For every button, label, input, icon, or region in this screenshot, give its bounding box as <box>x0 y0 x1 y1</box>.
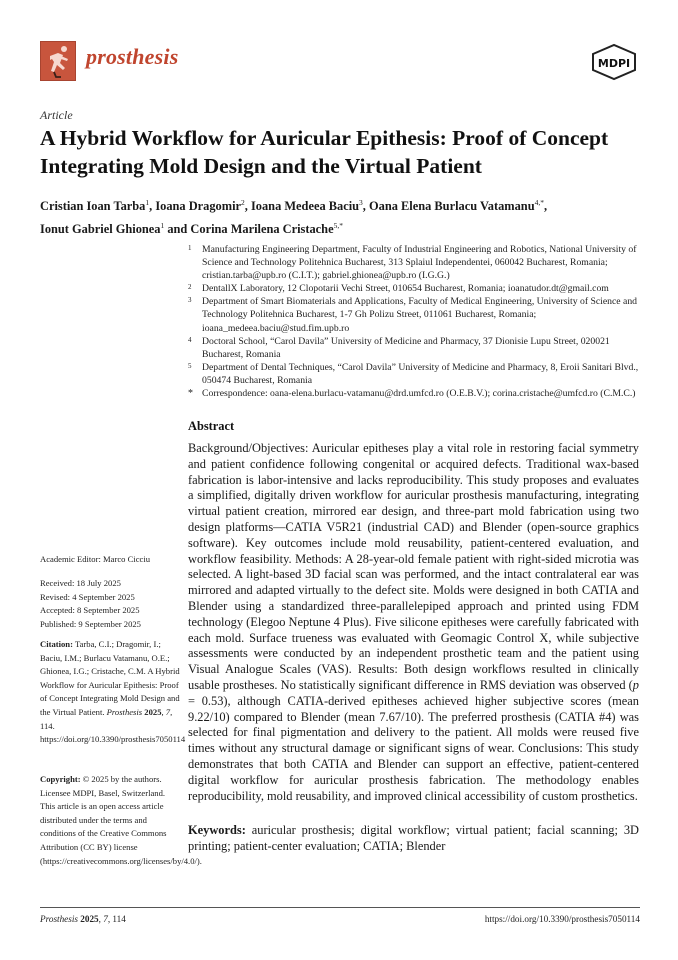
author-affil-ref: 1 <box>160 221 165 231</box>
separator: , <box>149 199 156 214</box>
author[interactable]: Ionut Gabriel Ghionea <box>40 222 161 237</box>
journal-logo-icon <box>40 41 76 81</box>
copyright-text: © 2025 by the authors. Licensee MDPI, Basel, Switzerland. This article is an open access article distributed under the terms and conditions of the Creative Commons Attribution (CC BY) license (https://creativecommons.org/licenses/by/4.0/). <box>40 774 202 866</box>
footer-volume: 7 <box>103 914 108 924</box>
citation-doi-link[interactable]: , 114. https://doi.org/10.3390/prosthesis7050114 <box>40 706 186 745</box>
affiliation <box>188 282 643 295</box>
article-title: A Hybrid Workflow for Auricular Epithesis: Proof of Concept Integrating Mold Design and the Virtual Patient <box>40 126 609 178</box>
abstract-text: Background/Objectives: Auricular epitheses play a vital role in restoring facial symmetry and patient confidence following congenital or acquired defects. Traditional wax-based fabrication is labor-intensive and lacks reproducibility. This study proposes and evaluates a simplified, digitally driven workflow for auricular prosthesis manufacturing, integrating virtual patient creation, mirrored ear design, and three-part mold fabrication using two design platforms—CATIA V5R21 (industrial CAD) and Blender (open-source graphics software). Key outcomes include mold reusability, patient-centered evaluation, and workflow feasibility. Methods: A 28-year-old female patient with right-sided microtia was selected. A light-based 3D facial scan was performed, and the intact contralateral ear was mirrored and adapted virtually to the defect site. Molds were designed in both CATIA and Blender using a standardized three-parallelepiped approach and printed using FDM technology (Elegoo Neptune 4 Plus). Five silicone epitheses were carefully fabricated with each mold. Surface trueness was evaluated with Geomagic Control X, while subjective assessments were conducted by an independent prosthetic team and the patient using Visual Analogue Scales (VAS). Results: Both design workflows resulted in clinically usable prostheses. No statistically significant difference in RMS deviation was observed ( <box>188 441 639 692</box>
keywords-text: auricular prosthesis; digital workflow; virtual patient; facial scanning; 3D printing; patient-center evaluation; CATIA; Blender <box>188 823 639 853</box>
p-value-symbol: p <box>632 677 639 692</box>
author[interactable]: Corina Marilena Cristache <box>190 222 334 237</box>
separator: , <box>362 199 369 214</box>
author-affil-ref: 2 <box>241 198 245 207</box>
affiliation <box>188 335 643 361</box>
affiliation-number: 2 <box>188 283 192 292</box>
abstract-text-continued: = 0.53), although CATIA-derived epitheses achieved higher subjective scores (mean 9.22/10) compared to Blender (mean 7.67/10). The preferred prosthesis (CATIA #4) was selected for final pigmentation and delivery to the patient. All molds were reused five times without any structural damage or significant signs of wear. Conclusions: This study demonstrates that both CATIA and Blender can support an effective, patient-centered digital workflow for auricular prosthesis fabrication. The methodology enables reproducibility, mold reusability, and improved clinical accessibility of custom prosthetics. <box>188 693 639 803</box>
footer-article-number: , 114 <box>107 914 126 924</box>
copyright <box>40 773 202 868</box>
runner-icon <box>41 42 75 80</box>
keywords-label: Keywords: <box>188 823 246 837</box>
journal-name: prosthesis <box>86 44 179 69</box>
affiliation-number: 3 <box>188 296 192 305</box>
author[interactable]: Oana Elena Burlacu Vatamanu <box>369 199 535 214</box>
author[interactable]: Ioana Dragomir <box>155 199 242 214</box>
mdpi-logo-text: MDPI <box>597 57 631 70</box>
affiliation-number: 5 <box>188 361 192 370</box>
footer-divider <box>40 907 640 908</box>
copyright-label: Copyright: <box>40 774 81 784</box>
affiliation-text: DentallX Laboratory, 12 Clopotarii Vechi Street, 010654 Bucharest, Romania; ioanatudor.dt@gmail.com <box>202 283 609 295</box>
footer-citation: Prosthesis 2025, 7, 114 <box>40 914 126 924</box>
correspondence-text: Correspondence: oana-elena.burlacu-vatamanu@drd.umfcd.ro (O.E.B.V.); corina.cristache@umfcd.ro (C.M.C.) <box>202 388 636 400</box>
affiliation-number: 4 <box>188 335 192 344</box>
affiliation-text: Doctoral School, “Carol Davila” University of Medicine and Pharmacy, 37 Dionisie Lupu Street, 020021 Bucharest, Romania <box>202 335 610 360</box>
publication-dates <box>40 577 180 631</box>
author[interactable]: Ioana Medeea Baciu <box>250 199 360 214</box>
affiliation <box>188 243 643 282</box>
citation-year: 2025 <box>144 706 162 717</box>
correspondence <box>188 387 643 400</box>
affiliation-text: Manufacturing Engineering Department, Faculty of Industrial Engineering and Robotics, National University of Science and Technology Politehnica Bucharest, 313 Splaiul Independentei, 060042 Bucharest, Romania; cristian.tarba@upb.ro (C.I.T.); gabriel.ghionea@upb.ro (I.G.G.) <box>202 244 637 282</box>
author[interactable]: Cristian Ioan Tarba <box>40 199 146 214</box>
citation-volume: 7 <box>165 706 171 717</box>
footer-journal: Prosthesis <box>40 914 78 924</box>
academic-editor: Academic Editor: Marco Cicciu <box>40 554 151 564</box>
author-affil-ref: 4,* <box>534 198 544 207</box>
affiliations <box>188 243 643 400</box>
date-accepted: Accepted: 8 September 2025 <box>40 605 140 616</box>
affiliation-text: Department of Smart Biomaterials and Applications, Faculty of Medical Engineering, University of Science and Technology Politehnica Bucharest, 1-7 Gh Polizu Street, 011061 Bucharest, Romania; ioana_medeea.baciu@stud.fim.upb.ro <box>202 296 638 334</box>
abstract-heading: Abstract <box>188 419 235 433</box>
article-type: Article <box>40 108 73 122</box>
footer-year: 2025 <box>80 914 99 924</box>
citation-text: Tarba, C.I.; Dragomir, I.; Baciu, I.M.; Burlacu Vatamanu, O.E.; Ghionea, I.G.; Cristache, C.M. A Hybrid Workflow for Auricular Epithesis: Proof of Concept Integrating Mold Design and the Virtual Patient. <box>40 639 180 717</box>
date-received: Received: 18 July 2025 <box>40 578 121 588</box>
citation-label: Citation: <box>40 639 73 649</box>
affiliation-text: Department of Dental Techniques, “Carol Davila” University of Medicine and Pharmacy, 8, Eroii Sanitari Blvd., 050474 Bucharest, Romania <box>202 361 639 386</box>
date-published: Published: 9 September 2025 <box>40 618 141 629</box>
date-revised: Revised: 4 September 2025 <box>40 591 135 602</box>
author-affil-ref: 1 <box>145 198 150 207</box>
separator: and <box>164 222 191 237</box>
author-affil-ref: 3 <box>359 198 363 207</box>
author-affil-ref: 5,* <box>333 221 343 231</box>
affiliation-number: 1 <box>188 244 192 252</box>
affiliation <box>188 361 643 387</box>
separator: , <box>543 199 548 214</box>
separator: , <box>244 199 251 214</box>
affiliation <box>188 295 643 334</box>
correspondence-marker: * <box>188 388 193 400</box>
keywords <box>188 823 639 855</box>
mdpi-logo <box>589 42 639 82</box>
citation-journal: Prosthesis <box>106 706 143 717</box>
abstract-body <box>188 441 639 804</box>
citation: Citation: Tarba, C.I.; Dragomir, I.; Baciu, I.M.; Burlacu Vatamanu, O.E.; Ghionea, I.G.; Cristache, C.M. A Hybrid Workflow for Auricular Epithesis: Proof of Concept Integrating Mold Design and the Virtual Patient. Prosthesis 2025, 7, 114. https://doi.org/10.3390/prosthesis7050114 <box>40 639 186 745</box>
author-list <box>40 193 640 239</box>
footer-doi-link[interactable]: https://doi.org/10.3390/prosthesis7050114 <box>484 914 640 924</box>
